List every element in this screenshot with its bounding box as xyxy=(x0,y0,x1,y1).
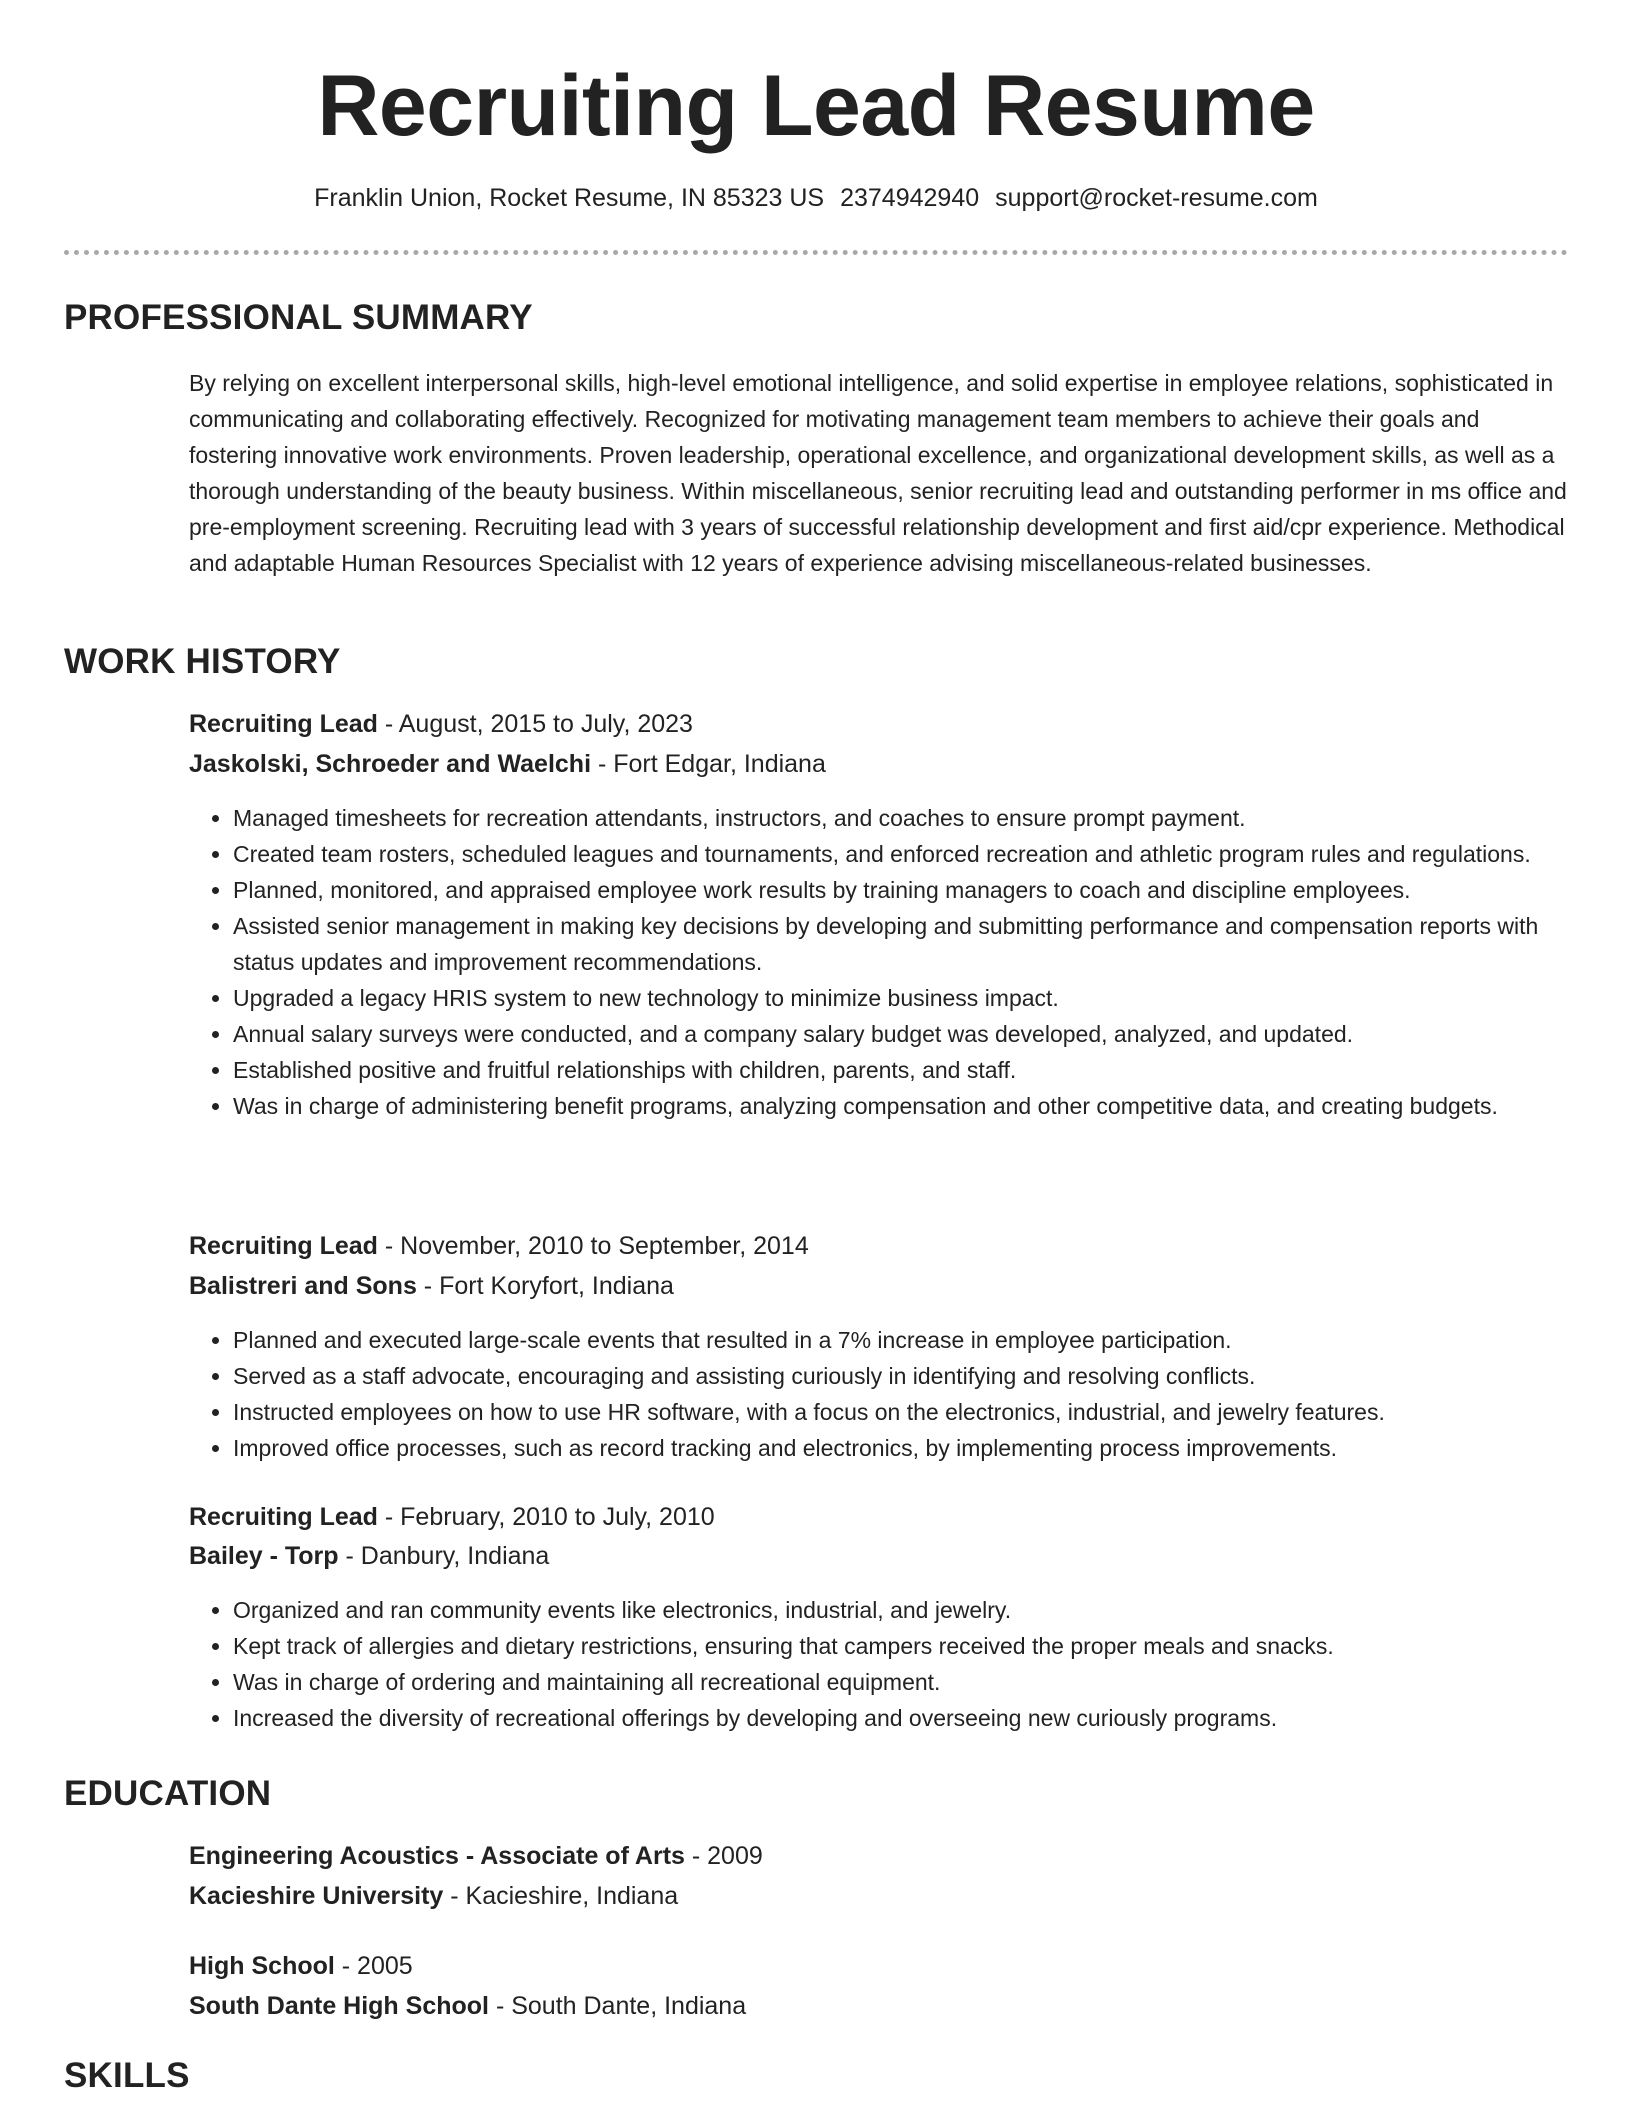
job-1-location: - Fort Edgar, Indiana xyxy=(591,750,826,778)
job-2-bullet-list xyxy=(189,1322,1569,1466)
job-3-location: - Danbury, Indiana xyxy=(338,1542,550,1570)
list-item: • Increased the diversity of recreational offerings by developing and overseeing new curiously programs. xyxy=(233,1700,1569,1736)
education-2-school-line xyxy=(189,1989,746,2023)
work-history-heading: WORK HISTORY xyxy=(64,642,341,681)
list-item: • Served as a staff advocate, encouraging and assisting curiously in identifying and resolving conflicts. xyxy=(233,1358,1569,1394)
job-1-title: Recruiting Lead xyxy=(189,710,378,738)
education-2-degree-line xyxy=(189,1949,413,1983)
resume-title: Recruiting Lead Resume xyxy=(317,58,1315,154)
contact-address: Franklin Union, Rocket Resume, IN 85323 US xyxy=(314,184,825,212)
list-item: • Planned and executed large-scale events that resulted in a 7% increase in employee participation. xyxy=(233,1322,1569,1358)
list-item: • Was in charge of ordering and maintaining all recreational equipment. xyxy=(233,1664,1569,1700)
job-3-title-line xyxy=(189,1500,715,1534)
job-3-dates: - February, 2010 to July, 2010 xyxy=(377,1503,715,1531)
skills-heading: SKILLS xyxy=(64,2056,190,2095)
job-1-dates: - August, 2015 to July, 2023 xyxy=(377,710,693,738)
list-item: • Was in charge of administering benefit programs, analyzing compensation and other competitive data, and creating budgets. xyxy=(233,1088,1569,1124)
job-2-title: Recruiting Lead xyxy=(189,1232,378,1260)
job-2-company-line xyxy=(189,1269,674,1303)
list-item: • Managed timesheets for recreation attendants, instructors, and coaches to ensure prompt payment. xyxy=(233,800,1569,836)
contact-line xyxy=(0,182,1632,214)
education-1-degree-line xyxy=(189,1839,763,1873)
education-1-school-line xyxy=(189,1879,678,1913)
summary-heading: PROFESSIONAL SUMMARY xyxy=(64,298,533,337)
list-item: • Annual salary surveys were conducted, and a company salary budget was developed, analyzed, and updated. xyxy=(233,1016,1569,1052)
job-1-company-line xyxy=(189,747,826,781)
job-2-company: Balistreri and Sons xyxy=(189,1272,417,1300)
list-item: • Planned, monitored, and appraised employee work results by training managers to coach and discipline employees. xyxy=(233,872,1569,908)
job-1-title-line xyxy=(189,707,693,741)
contact-email[interactable]: support@rocket-resume.com xyxy=(995,184,1318,212)
education-1-location: - Kacieshire, Indiana xyxy=(443,1882,679,1910)
list-item: • Assisted senior management in making key decisions by developing and submitting performance and compensation reports with status updates and improvement recommendations. xyxy=(233,908,1569,980)
job-2-title-line xyxy=(189,1229,809,1263)
list-item: • Created team rosters, scheduled leagues and tournaments, and enforced recreation and athletic program rules and regulations. xyxy=(233,836,1569,872)
list-item: • Upgraded a legacy HRIS system to new technology to minimize business impact. xyxy=(233,980,1569,1016)
job-1-bullet-list xyxy=(189,800,1569,1124)
job-3-title: Recruiting Lead xyxy=(189,1503,378,1531)
summary-text: By relying on excellent interpersonal skills, high-level emotional intelligence, and solid expertise in employee relations, sophisticated in communicating and collaborating effectively. Recognized for motivating management team members to achieve their goals and fostering innovative work environments. Proven leadership, operational excellence, and organizational development skills, as well as a thorough understanding of the beauty business. Within miscellaneous, senior recruiting lead and outstanding performer in ms office and pre-employment screening. Recruiting lead with 3 years of successful relationship development and first aid/cpr experience. Methodical and adaptable Human Resources Specialist with 12 years of experience advising miscellaneous-related businesses. xyxy=(189,370,1567,576)
education-2-school: South Dante High School xyxy=(189,1992,489,2020)
list-item: • Kept track of allergies and dietary restrictions, ensuring that campers received the proper meals and snacks. xyxy=(233,1628,1569,1664)
job-3-bullet-list xyxy=(189,1592,1569,1736)
education-2-year: - 2005 xyxy=(334,1952,413,1980)
job-1-company: Jaskolski, Schroeder and Waelchi xyxy=(189,750,592,778)
summary-text-block xyxy=(189,365,1569,581)
job-3-company-line xyxy=(189,1539,549,1573)
header-divider xyxy=(64,250,1568,255)
list-item: • Instructed employees on how to use HR software, with a focus on the electronics, industrial, and jewelry features. xyxy=(233,1394,1569,1430)
education-1-year: - 2009 xyxy=(684,1842,763,1870)
job-3-company: Bailey - Torp xyxy=(189,1542,339,1570)
education-2-location: - South Dante, Indiana xyxy=(489,1992,747,2020)
contact-phone: 2374942940 xyxy=(840,184,980,212)
list-item: • Improved office processes, such as record tracking and electronics, by implementing process improvements. xyxy=(233,1430,1569,1466)
education-heading: EDUCATION xyxy=(64,1774,272,1813)
education-1-degree: Engineering Acoustics - Associate of Arts xyxy=(189,1842,685,1870)
list-item: • Organized and ran community events like electronics, industrial, and jewelry. xyxy=(233,1592,1569,1628)
job-2-location: - Fort Koryfort, Indiana xyxy=(416,1272,674,1300)
job-2-dates: - November, 2010 to September, 2014 xyxy=(377,1232,809,1260)
list-item: • Established positive and fruitful relationships with children, parents, and staff. xyxy=(233,1052,1569,1088)
education-2-degree: High School xyxy=(189,1952,335,1980)
education-1-school: Kacieshire University xyxy=(189,1882,444,1910)
